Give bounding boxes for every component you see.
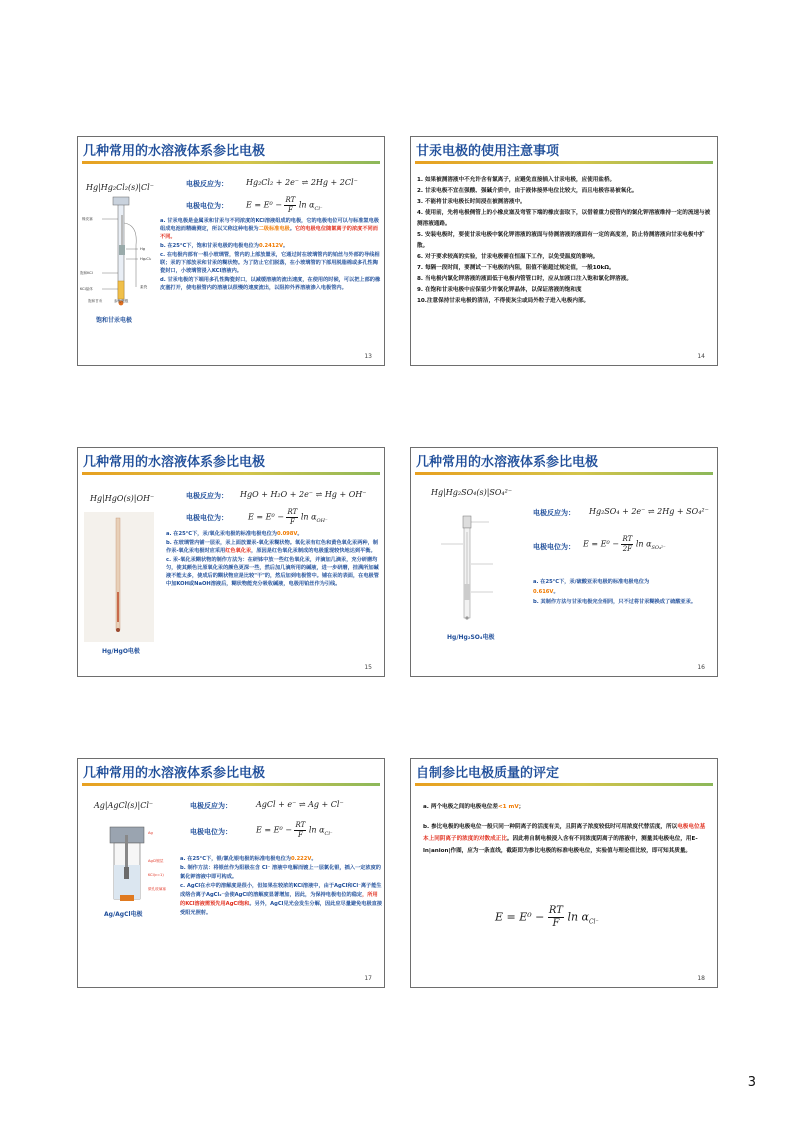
list-item: 1. 如果被测溶液中不允许含有氯离子，应避免直接插入甘汞电极，应使用盐桥。 (417, 177, 616, 183)
image-caption: Hg/Hg₂SO₄电极 (447, 634, 495, 641)
slide-number: 17 (364, 975, 372, 982)
reaction-equation: HgO + H₂O + 2e⁻ ⇌ Hg + OH⁻ (240, 490, 367, 499)
slide-number: 15 (364, 664, 372, 671)
slide-number: 18 (697, 975, 705, 982)
slide-15 (77, 447, 385, 677)
note-a-text: a. 在25°C下，汞/氧化汞电极的标准电极电位为 (166, 531, 277, 537)
hg2so4-electrode-diagram (433, 514, 503, 624)
note-b: b. 其制作方法与甘汞电极完全相同，只不过将甘汞糊换成了硫酸亚汞。 (533, 598, 697, 605)
equation-lhs: E = E⁰ − (246, 200, 282, 210)
note-a-highlight: 二级标准电极 (258, 226, 290, 233)
potential-label: 电极电位为： (533, 543, 575, 551)
note-a (180, 855, 382, 864)
potential-equation (495, 905, 599, 930)
agcl-electrode-diagram (102, 825, 152, 907)
reaction-equation: Hg₂SO₄ + 2e⁻ ⇌ 2Hg + SO₄²⁻ (589, 507, 709, 516)
title-underline (415, 472, 713, 475)
title-underline (415, 161, 713, 164)
note-c: c. 在电极内部有一根小玻璃管，管内的上部放置汞，它通过封在玻璃管内的铂丝与外部的导线相联；汞的下部放汞和甘汞的糊状物。为了防止它们脱落，在小玻璃管的下部用脱脂棉或多孔性陶瓷封口，小玻璃管浸入KCl溶液内。 (160, 251, 380, 275)
equation-tail: ln α (300, 512, 317, 522)
calomel-electrode-diagram (82, 195, 168, 313)
notes (160, 217, 382, 293)
equation-tail: ln α (298, 200, 315, 210)
list-item: 7. 每隔一段时间，要测试一下电极的内阻，阻值不能超过规定值，一般10kΩ。 (417, 265, 615, 271)
notes (166, 530, 382, 589)
equation-lhs: E = E⁰ − (583, 539, 619, 549)
note-a-highlight: 0.616V (533, 588, 554, 595)
equation-subscript: Cl⁻ (314, 206, 323, 213)
note-a (166, 530, 382, 538)
notes (533, 578, 715, 608)
title-underline (415, 783, 713, 786)
note-b-text: b. 在25°C下，饱和甘汞电极的电极电位为 (160, 243, 259, 250)
slide-17 (77, 758, 385, 988)
note-a-text: a. 甘汞电极是金属汞和甘汞与不同浓度的KCl溶液组成的电极，它的电极电位可以与标准氢电极组成电池而精确测定，所以又称这种电极为 (160, 218, 379, 233)
note-a-punct: 。 (311, 856, 317, 862)
criterion-b (423, 821, 709, 857)
slide-13 (77, 136, 385, 366)
image-caption: 饱和甘汞电极 (96, 317, 133, 324)
label-hg: Hg (140, 247, 145, 251)
label-kcl-crystal: KCl晶体 (80, 287, 93, 291)
potential-equation (246, 196, 323, 215)
equation-subscript: OH⁻ (316, 518, 328, 525)
equation-tail: ln α (567, 910, 589, 924)
page-number: 3 (747, 1075, 756, 1090)
label-agcl-layer: AgCl镀层 (148, 859, 164, 863)
note-a-punct: 。 (289, 226, 295, 233)
slide-title: 几种常用的水溶液体系参比电极 (416, 455, 599, 470)
reaction-label: 电极反应为： (186, 492, 228, 500)
fraction (621, 535, 633, 554)
label-hg2cl2: Hg₂Cl₂ (140, 257, 152, 261)
quality-criteria (423, 801, 709, 857)
label-saturated-kcl: 饱和KCl (80, 271, 93, 275)
equation-tail: ln α (635, 539, 652, 549)
image-caption: Hg/HgO电极 (102, 648, 140, 655)
criterion-a-highlight: <1 mV (497, 804, 519, 810)
note-a (533, 578, 715, 597)
slide-title: 几种常用的水溶液体系参比电极 (83, 455, 266, 470)
precautions-list (417, 175, 713, 307)
fraction (294, 821, 306, 840)
image-caption: Ag/AgCl电极 (104, 911, 143, 918)
fraction (284, 196, 296, 215)
criterion-b-emphasis: 电极电位基本上同阴离子的浓度的对数成正比 (423, 824, 706, 842)
list-item: 8. 当电极内氯化钾溶液的液面低于电极内管管口时，应从加液口注入饱和氯化钾溶液。 (417, 276, 632, 282)
note-b (160, 242, 382, 250)
list-item: 6. 对于要求较高的实验，甘汞电极需在恒温下工作，以免受温度的影响。 (417, 254, 599, 260)
fraction (286, 508, 298, 527)
note-c: c. 汞-氧化汞糊状物的制作方法为：在研钵中放一些红色氧化汞，并滴加几滴汞，充分研磨均匀，使其颜色比原氧化汞的颜色更深一些，然后加几滴所用的碱液，进一步研磨，挂满所加碱液不能太多，使成后的糊状物应是比较"干"的，然后加到电极管中。铺在汞的表面，在电极管中加KOH或NaOH溶液后，糊状物能充分吸收碱液，电极用铂丝作为引线。 (166, 556, 379, 588)
label-reference-electrode: 参比电极 (114, 299, 129, 303)
title-underline (82, 472, 380, 475)
slide-title: 自制参比电极质量的评定 (416, 766, 560, 781)
potential-label: 电极电位为： (186, 202, 228, 210)
note-b-text: b. 在玻璃管内铺一层汞，汞上面放置汞-氧化汞糊状物。氧化汞有红色和黄色氧化汞两种，制作汞-氧化汞电极时应采用 (166, 539, 378, 554)
fraction-denominator: F (287, 206, 293, 214)
fraction-denominator: F (552, 918, 560, 929)
note-c-emphasis: ，所用的KCl溶液需预先用AgCl饱和 (180, 892, 378, 907)
fraction-denominator: F (289, 518, 295, 526)
fraction-numerator: RT (295, 821, 306, 829)
slide-number: 16 (697, 664, 705, 671)
criterion-b-text: b. 参比电极的电极电位一般只同一种阴离子的活度有关，且阴离子浓度较低时可用浓度代替活度，所以 (423, 824, 678, 830)
reaction-label: 电极反应为： (533, 509, 575, 517)
note-a-text: a. 在25°C下，汞/硫酸亚汞电极的标准电极电位为 (533, 579, 650, 585)
fraction-numerator: RT (548, 905, 563, 916)
label-saturated-calomel: 饱和甘汞 (88, 299, 103, 303)
slide-number: 13 (364, 353, 372, 360)
slide-title: 几种常用的水溶液体系参比电极 (83, 766, 266, 781)
criterion-b-text-end: 。因此将自制电极浸入含有不同浓度阴离子的溶液中，测量其电极电位，用E-ln|anion|作图，应为一条直线，截距即为参比电极的标准电极电位，实验值与理论值比较，即可知其质量。 (423, 836, 698, 854)
equation-lhs: E = E⁰ − (495, 910, 545, 924)
list-item: 9. 在饱和甘汞电极中应保留少许氯化钾晶体，以保证溶液的饱和度 (417, 287, 582, 293)
note-a-text: a. 在25°C下，银/氯化银电极的标准电极电位为 (180, 856, 291, 862)
label-rubber-stopper: 橡皮塞 (82, 217, 93, 221)
equation-subscript: Cl⁻ (588, 918, 599, 926)
label-porous-ceramic: 素瓷 (140, 285, 148, 289)
list-item: 4. 使用前，先将电极侧管上的小橡皮塞及弯管下端的橡皮套取下，以借着重力使管内的氯化钾溶液维持一定的流速与被测溶液通路。 (417, 210, 711, 227)
fraction-numerator: RT (622, 535, 633, 543)
note-a (160, 217, 382, 242)
criterion-a (423, 801, 709, 813)
note-a-punct: 。 (553, 588, 559, 595)
reaction-label: 电极反应为： (190, 802, 232, 810)
note-b-emphasis: 红色氧化汞 (225, 547, 252, 554)
potential-equation (583, 535, 666, 554)
slide-number: 14 (697, 353, 705, 360)
note-d: d. 甘汞电极的下端用多孔性陶瓷封口，以减缓溶液的流出速度，在使用的时候，可以把上部的橡皮塞打开，使电极管内的溶液以很慢的速度流出，以阻抑外界溶液渗入电极管内。 (160, 276, 381, 292)
fraction-denominator: F (297, 831, 303, 839)
note-a-punct: 。 (297, 531, 303, 537)
equation-subscript: SO₄²⁻ (651, 545, 666, 552)
equation-lhs: E = E⁰ − (256, 825, 292, 835)
label-porous-glass-plug: 微孔玻璃塞 (148, 887, 166, 891)
fraction (548, 905, 564, 930)
electrode-notation: Hg|Hg₂SO₄(s)|SO₄²⁻ (431, 488, 513, 497)
equation-tail: ln α (308, 825, 325, 835)
list-item: 10.注意保持甘汞电极的清洁，不得使灰尘或局外粒子进入电极内部。 (417, 298, 590, 304)
slide-title: 甘汞电极的使用注意事项 (416, 144, 560, 159)
fraction-denominator: 2F (622, 545, 633, 553)
slide-14 (410, 136, 718, 366)
note-b: b. 制作方法：将银丝作为阳极在含 Cl⁻ 溶液中电解而镀上一层氯化银，插入一定浓度的氯化钾溶液中即可构成。 (180, 865, 381, 881)
hgo-electrode-photo (84, 512, 154, 642)
fraction-numerator: RT (285, 196, 296, 204)
note-b (166, 539, 382, 555)
list-item: 2. 甘汞电极不宜在强酸、强碱介质中，由于液体接界电位比较大，而且电极容易被氧化。 (417, 188, 638, 194)
list-item: 3. 不能将甘汞电极长时间浸在被测溶液中。 (417, 199, 526, 205)
equation-subscript: Cl⁻ (324, 831, 333, 838)
note-a-emphasis: 它的电极电位随氯离子的浓度不同而不同。 (160, 226, 378, 241)
note-b-punct: 。 (282, 243, 289, 250)
label-ag: Ag (148, 831, 153, 835)
equation-lhs: E = E⁰ − (248, 512, 284, 522)
potential-label: 电极电位为： (186, 514, 228, 522)
label-kcl-solution: KCl(c=1) (148, 873, 164, 877)
note-b-text-end: ，原因是红色氧化汞制成的电极重现较快地达到平衡。 (251, 547, 376, 554)
reaction-label: 电极反应为： (186, 180, 228, 188)
criterion-a-text: a. 两个电极之间的电极电位差 (423, 804, 498, 810)
note-b-highlight: 0.2412V (258, 243, 283, 250)
note-a-highlight: 0.222V (290, 856, 312, 862)
title-underline (82, 161, 380, 164)
electrode-notation: Ag|AgCl(s)|Cl⁻ (94, 801, 154, 810)
potential-label: 电极电位为： (190, 828, 232, 836)
reaction-equation: AgCl + e⁻ ⇌ Ag + Cl⁻ (256, 800, 344, 809)
slide-18 (410, 758, 718, 988)
potential-equation (248, 508, 328, 527)
note-c (180, 882, 382, 917)
slide-16 (410, 447, 718, 677)
reaction-equation: Hg₂Cl₂ + 2e⁻ ⇌ 2Hg + 2Cl⁻ (246, 178, 358, 187)
electrode-notation: Hg|HgO(s)|OH⁻ (90, 494, 155, 503)
fraction-numerator: RT (287, 508, 298, 516)
note-c-text: c. AgCl在水中的溶解度是很小，但如果在较浓的KCl溶液中，由于AgCl和Cl⁻离子能生成络合离子AgCl₂⁻会使AgCl的溶解度显著增加，因此，为保持电极电位的稳定 (180, 883, 382, 899)
note-a-highlight: 0.098V (276, 531, 298, 537)
title-underline (82, 783, 380, 786)
electrode-notation: Hg|Hg₂Cl₂(s)|Cl⁻ (86, 183, 154, 192)
potential-equation (256, 821, 333, 840)
criterion-a-punct: ； (518, 804, 525, 810)
notes (180, 855, 382, 918)
list-item: 5. 安装电极时，要使甘汞电极中氯化钾溶液的液面与待测溶液的液面有一定的高度差，防止待测溶液向甘汞电极中扩散。 (417, 232, 705, 249)
note-c-text-end: 。另外，AgCl见光会发生分解，因此应尽量避免电极直接受阳光照射。 (180, 900, 383, 916)
slide-title: 几种常用的水溶液体系参比电极 (83, 144, 266, 159)
